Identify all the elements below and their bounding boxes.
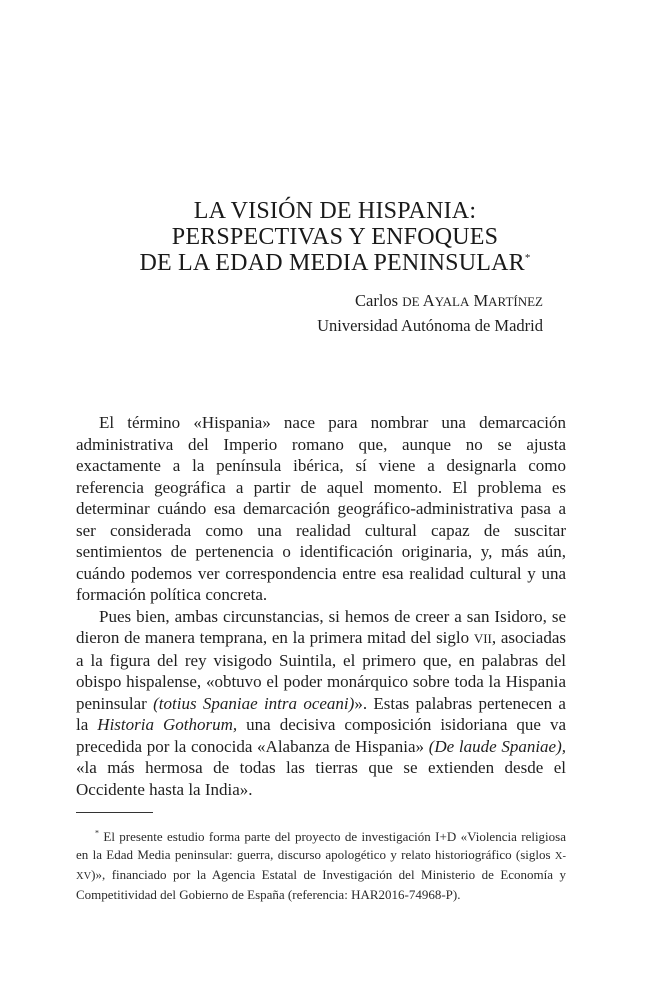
author-surname1-initial: A <box>419 291 435 310</box>
title-line-1: LA VISIÓN DE HISPANIA: <box>193 198 477 224</box>
footnote-centuries: X-XV <box>76 851 566 882</box>
body-text <box>76 412 566 800</box>
paragraph-1: El término «Hispania» nace para nombrar una demarcación administrativa del Imperio romano que, aunque no se ajusta exactamente a la península ibérica, sí viene a designarla como referencia geográfica a partir de aquel momento. El problema es determinar cuándo esa demarcación geográfico-administrativa pasa a ser considerada como una realidad cultural capaz de suscitar sentimientos de pertenencia o identificación originaria, y, más aún, cuándo podemos ver correspondencia entre esa realidad cultural y una formación política concreta. <box>76 413 566 604</box>
footnote <box>76 828 566 904</box>
author-affiliation: Universidad Autónoma de Madrid <box>317 316 543 335</box>
author-surname2-initial: M <box>469 291 489 310</box>
p2-latin-quote: (totius Spaniae intra oceani) <box>153 693 355 713</box>
article-title <box>60 198 610 276</box>
footnote-divider <box>76 812 153 813</box>
author-first-name: Carlos <box>355 291 403 310</box>
p2-part-e: «la más hermosa de todas las tierras que se extienden desde el Occidente hasta la India». <box>76 758 566 799</box>
footnote-mark: * <box>95 828 99 838</box>
author-block <box>317 289 543 338</box>
title-line-2: PERSPECTIVAS Y ENFOQUES <box>171 224 499 250</box>
title-footnote-mark[interactable]: * <box>524 252 531 264</box>
author-surname1-rest: YALA <box>434 294 470 309</box>
p2-part-b: , asociadas a la figura del rey visigodo Suintila, el primero que, en palabras del obispo hispalense, «obtuvo el poder monárquico sobre toda la Hispania peninsular <box>76 628 566 713</box>
p2-work-title: Historia Gothorum, <box>97 715 238 734</box>
p2-part-d: una decisiva composición isidoriana que va precedida por la conocida «Alabanza de Hispania» <box>76 715 566 756</box>
title-line-3-text: DE LA EDAD MEDIA PENINSULAR <box>139 250 525 276</box>
author-particle: DE <box>402 294 420 309</box>
p2-century: VII <box>473 631 492 646</box>
p2-part-a: Pues bien, ambas circunstancias, si hemos de creer a san Isidoro, se dieron de manera temprana, en la primera mitad del siglo <box>76 606 566 647</box>
footnote-text-b: )», financiado por la Agencia Estatal de Investigación del Ministerio de Economía y Competitividad del Gobierno de España (referencia: HAR2016-74968-P). <box>76 867 566 902</box>
author-surname2-rest: ARTÍNEZ <box>488 294 543 309</box>
title-line-3 <box>60 250 610 276</box>
paragraph-2 <box>76 606 566 801</box>
footnote-text-a: El presente estudio forma parte del proyecto de investigación I+D «Violencia religiosa en la Edad Media peninsular: guerra, discurso apologético y relato historiográfico (siglos <box>76 829 566 862</box>
author-name <box>317 289 543 314</box>
p2-laude-title: (De laude Spaniae), <box>428 736 566 756</box>
p2-part-c: ». Estas palabras pertenecen a la <box>76 693 566 734</box>
